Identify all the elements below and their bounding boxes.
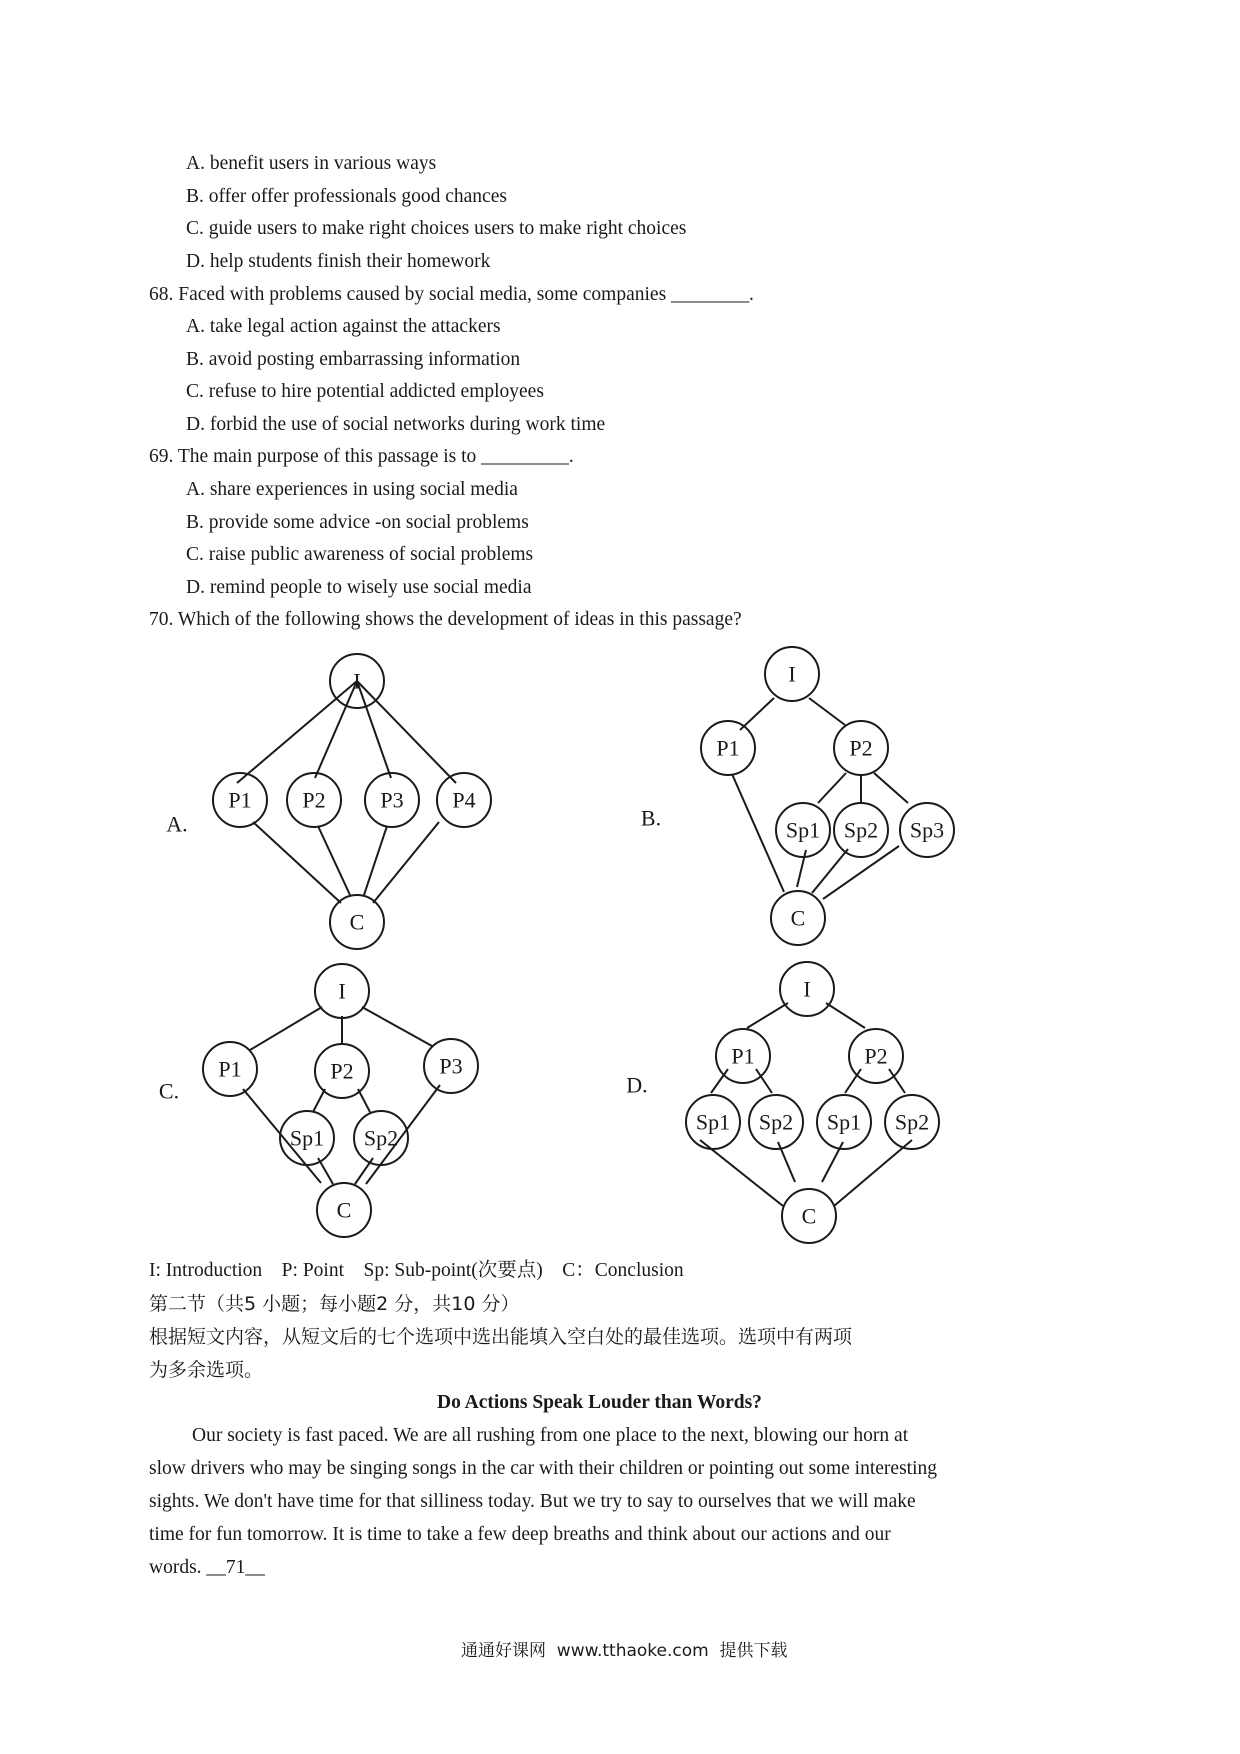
passage-line-4: time for fun tomorrow. It is time to take a few deep breaths and think about our actions and our [149, 1524, 891, 1545]
diagram-legend: I: Introduction P: Point Sp: Sub-point(次要点) C：Conclusion [149, 1260, 684, 1281]
section2-title: 第二节（共5 小题；每小题2 分，共10 分） [149, 1293, 520, 1315]
diagram-d-node-p1-sp2: Sp2 [758, 1109, 794, 1135]
diagram-d-node-p2: P2 [864, 1043, 888, 1069]
q68-option-d: D. forbid the use of social networks during work time [186, 414, 606, 435]
diagram-b-node-p1: P1 [716, 735, 740, 761]
diagram-a-node-p1: P1 [228, 787, 252, 813]
diagram-c-node-p3: P3 [439, 1053, 463, 1079]
section2-instructions-line2: 为多余选项。 [149, 1359, 264, 1381]
diagram-a-node-p3: P3 [380, 787, 404, 813]
q67-option-d: D. help students finish their homework [186, 251, 491, 272]
q69-option-d: D. remind people to wisely use social media [186, 577, 532, 598]
passage-line-5: words. __71__ [149, 1557, 265, 1578]
diagram-c-node-p1: P1 [218, 1056, 242, 1082]
diagram-d-node-i: I [803, 976, 811, 1002]
diagram-b-node-i: I [788, 661, 796, 687]
diagram-b-node-p2: P2 [849, 735, 873, 761]
diagram-d-node-p2-sp2: Sp2 [894, 1109, 930, 1135]
passage-title: Do Actions Speak Louder than Words? [437, 1392, 762, 1413]
passage-line-3: sights. We don't have time for that silliness today. But we try to say to ourselves that we will make [149, 1491, 916, 1512]
q68-option-a: A. take legal action against the attackers [186, 316, 501, 337]
q67-option-b: B. offer offer professionals good chances [186, 186, 507, 207]
diagram-b-node-sp1: Sp1 [785, 817, 821, 843]
diagram-c-node-c: C [336, 1197, 352, 1223]
diagram-d-node-p1-sp1: Sp1 [695, 1109, 731, 1135]
diagram-c-node-sp2: Sp2 [363, 1125, 399, 1151]
diagram-c-node-i: I [338, 978, 346, 1004]
diagram-a-node-i: I [353, 668, 361, 694]
q67-option-a: A. benefit users in various ways [186, 153, 437, 174]
section2-instructions-line1: 根据短文内容，从短文后的七个选项中选出能填入空白处的最佳选项。选项中有两项 [149, 1326, 853, 1348]
diagram-c-node-p2: P2 [330, 1058, 354, 1084]
diagram-d-node-c: C [801, 1203, 817, 1229]
diagram-a-node-p4: P4 [452, 787, 476, 813]
diagram-b-node-c: C [790, 905, 806, 931]
q67-option-c: C. guide users to make right choices users to make right choices [186, 218, 687, 239]
diagram-b-node-sp3: Sp3 [909, 817, 945, 843]
q69-option-b: B. provide some advice -on social problems [186, 512, 529, 533]
q68-stem: 68. Faced with problems caused by social media, some companies ________. [149, 284, 754, 305]
q69-stem: 69. The main purpose of this passage is to _________. [149, 446, 574, 467]
diagram-c-node-sp1: Sp1 [289, 1125, 325, 1151]
diagram-b-node-sp2: Sp2 [843, 817, 879, 843]
diagram-d-label: D. [626, 1072, 648, 1098]
q69-option-a: A. share experiences in using social media [186, 479, 518, 500]
passage-line-2: slow drivers who may be singing songs in the car with their children or pointing out some interesting [149, 1458, 937, 1479]
passage-line-1: Our society is fast paced. We are all rushing from one place to the next, blowing our horn at [192, 1425, 909, 1446]
q69-option-c: C. raise public awareness of social problems [186, 544, 534, 565]
footer-download-note: 通通好课网 www.tthaoke.com 提供下载 [461, 1641, 788, 1661]
q68-option-c: C. refuse to hire potential addicted employees [186, 381, 544, 402]
diagram-d-node-p2-sp1: Sp1 [826, 1109, 862, 1135]
q68-option-b: B. avoid posting embarrassing information [186, 349, 521, 370]
diagram-a-node-p2: P2 [302, 787, 326, 813]
diagram-a-node-c: C [349, 909, 365, 935]
idea-structure-diagrams [140, 650, 980, 1250]
diagram-a-label: A. [166, 811, 188, 837]
diagram-c-label: C. [158, 1078, 180, 1104]
diagram-d-node-p1: P1 [731, 1043, 755, 1069]
diagram-b-label: B. [640, 805, 662, 831]
q70-stem: 70. Which of the following shows the development of ideas in this passage? [149, 609, 742, 630]
